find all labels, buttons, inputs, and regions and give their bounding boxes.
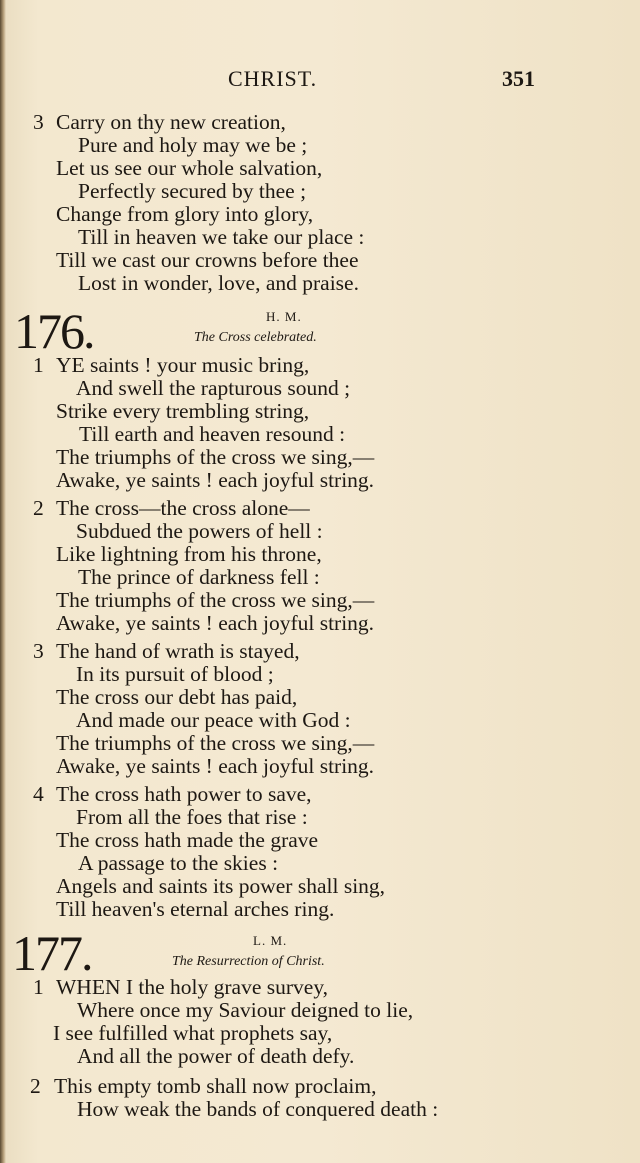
verse-line: Lost in wonder, love, and praise. bbox=[78, 271, 359, 295]
verse-line: Awake, ye saints ! each joyful string. bbox=[56, 468, 375, 492]
verse-line: Let us see our whole salvation, bbox=[56, 156, 323, 180]
verse-line: Perfectly secured by thee ; bbox=[78, 179, 307, 203]
hymn-title: The Cross celebrated. bbox=[194, 330, 317, 345]
verse-line: Change from glory into glory, bbox=[56, 202, 314, 226]
verse-line: Awake, ye saints ! each joyful string. bbox=[56, 611, 375, 635]
verse-line: The prince of darkness fell : bbox=[78, 565, 320, 589]
verse-line: The cross our debt has paid, bbox=[56, 685, 298, 709]
verse-line: WHEN I the holy grave survey, bbox=[56, 975, 329, 999]
verse-number: 3 bbox=[33, 639, 44, 663]
verse-line: And made our peace with God : bbox=[76, 708, 351, 732]
verse-number: 2 bbox=[33, 496, 44, 520]
verse-line: Till we cast our crowns before thee bbox=[56, 248, 359, 272]
verse-line: This empty tomb shall now proclaim, bbox=[54, 1074, 377, 1098]
verse-number: 2 bbox=[30, 1074, 41, 1098]
page-number: 351 bbox=[502, 66, 535, 91]
hymn-meter: H. M. bbox=[266, 309, 302, 324]
verse-line: Carry on thy new creation, bbox=[56, 110, 286, 134]
verse-line: Till in heaven we take our place : bbox=[78, 225, 365, 249]
hymn-number: 177. bbox=[12, 925, 92, 981]
verse-line: Subdued the powers of hell : bbox=[76, 519, 323, 543]
verse-number: 1 bbox=[33, 975, 44, 999]
verse-line: Awake, ye saints ! each joyful string. bbox=[56, 754, 375, 778]
verse-number: 4 bbox=[33, 782, 44, 806]
verse-line: The cross hath power to save, bbox=[56, 782, 312, 806]
verse-line: Strike every trembling string, bbox=[56, 399, 310, 423]
verse-line: Angels and saints its power shall sing, bbox=[56, 874, 386, 898]
hymn-meter: L. M. bbox=[253, 933, 288, 948]
verse-line: A passage to the skies : bbox=[78, 851, 279, 875]
verse-line: How weak the bands of conquered death : bbox=[77, 1097, 439, 1121]
verse-line: Like lightning from his throne, bbox=[56, 542, 322, 566]
verse-line: The triumphs of the cross we sing,— bbox=[56, 445, 375, 469]
verse-line: And all the power of death defy. bbox=[77, 1044, 355, 1068]
verse-line: The hand of wrath is stayed, bbox=[56, 639, 300, 663]
verse-number: 3 bbox=[33, 110, 44, 134]
verse-line: The triumphs of the cross we sing,— bbox=[56, 588, 375, 612]
verse-line: The triumphs of the cross we sing,— bbox=[56, 731, 375, 755]
verse-number: 1 bbox=[33, 353, 44, 377]
hymn-number: 176. bbox=[14, 303, 94, 359]
verse-line: The cross—the cross alone— bbox=[56, 496, 310, 520]
running-head: CHRIST. bbox=[228, 66, 318, 91]
verse-line: And swell the rapturous sound ; bbox=[76, 376, 351, 400]
book-spine-shadow bbox=[0, 0, 6, 1163]
verse-line: I see fulfilled what prophets say, bbox=[53, 1021, 333, 1045]
verse-line: From all the foes that rise : bbox=[76, 805, 308, 829]
verse-line: Till earth and heaven resound : bbox=[79, 422, 346, 446]
verse-line: Where once my Saviour deigned to lie, bbox=[77, 998, 414, 1022]
verse-line: In its pursuit of blood ; bbox=[76, 662, 274, 686]
page-header bbox=[0, 62, 640, 98]
verse-line: Till heaven's eternal arches ring. bbox=[56, 897, 335, 921]
verse-line: YE saints ! your music bring, bbox=[56, 353, 310, 377]
verse-line: The cross hath made the grave bbox=[56, 828, 319, 852]
verse-line: Pure and holy may we be ; bbox=[78, 133, 308, 157]
hymn-title: The Resurrection of Christ. bbox=[172, 954, 325, 969]
